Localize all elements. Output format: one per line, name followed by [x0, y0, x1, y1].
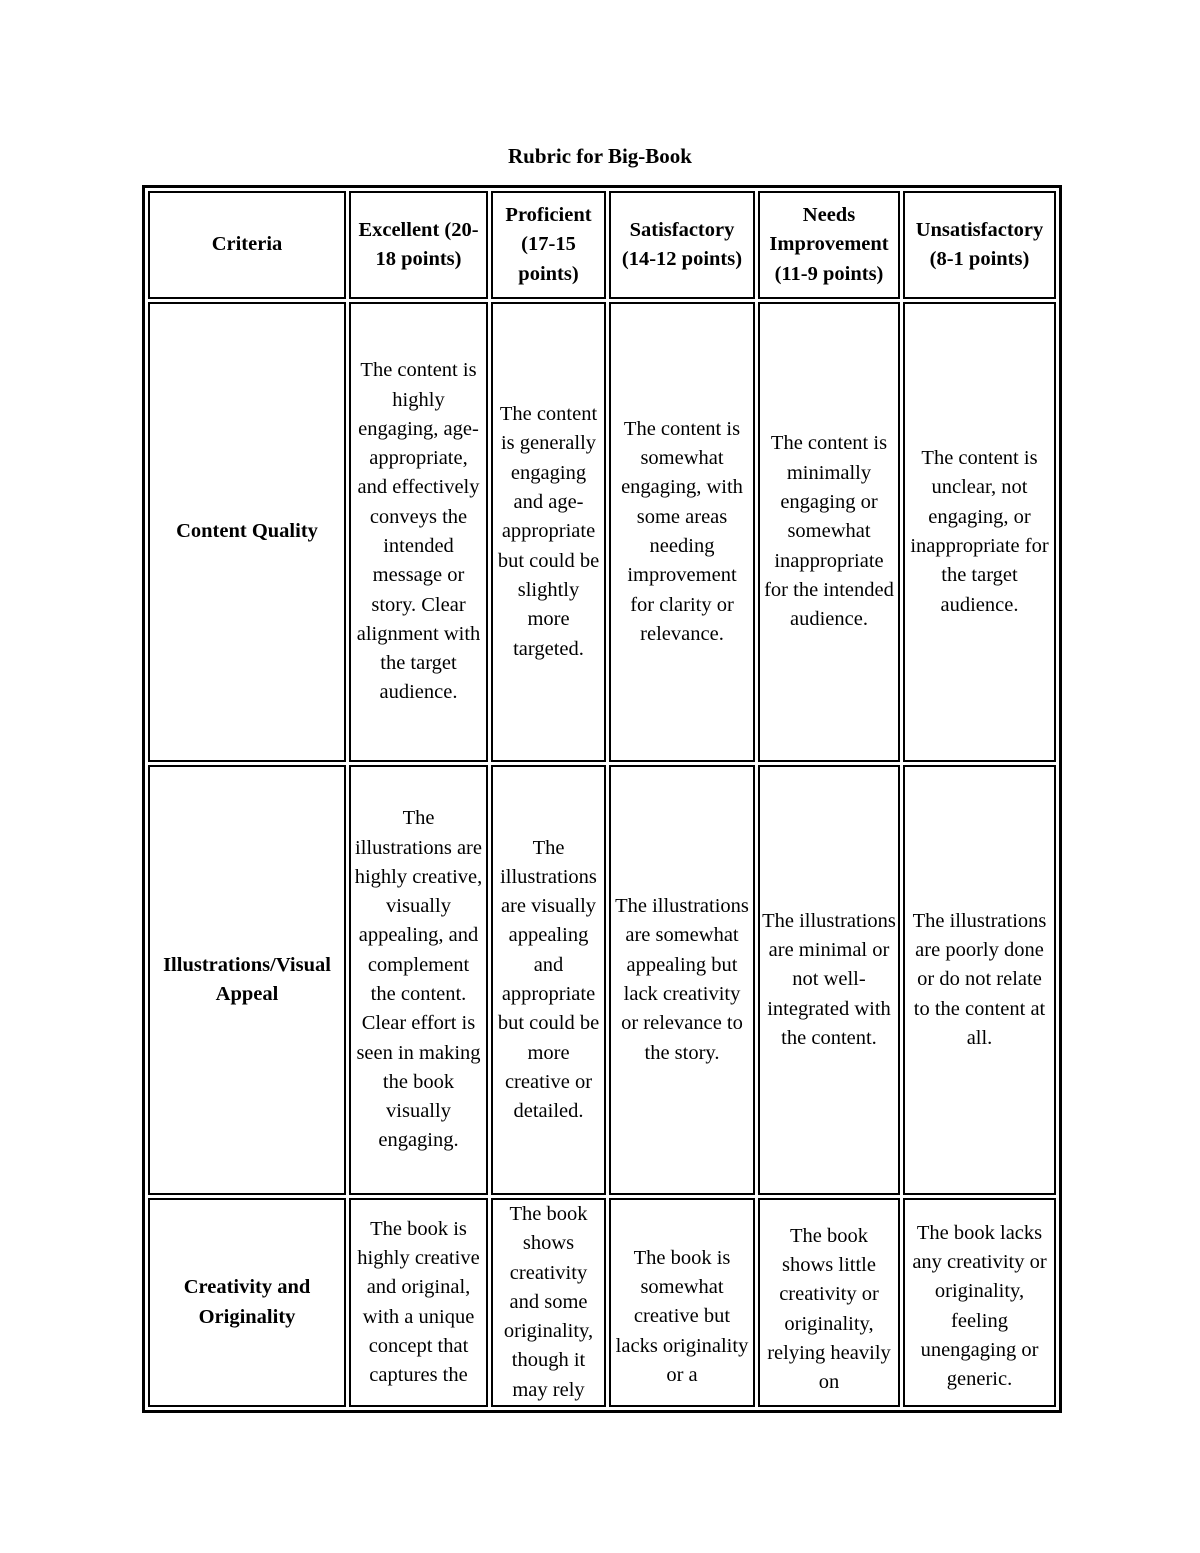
rating-cell-proficient: [491, 1198, 606, 1407]
header-satisfactory: Satisfactory (14-12 points): [609, 191, 755, 299]
rating-cell-proficient: The illustrations are visually appealing and appropriate but could be more creative or detailed.: [491, 765, 606, 1195]
rubric-table-container: [142, 185, 1059, 1413]
document-title: Rubric for Big-Book: [508, 144, 692, 168]
header-excellent: Excellent (20-18 points): [349, 191, 488, 299]
rubric-table: [142, 185, 1062, 1413]
criterion-cell: Creativity and Originality: [148, 1198, 346, 1407]
rating-cell-satisfactory: [609, 1198, 755, 1407]
rating-cell-unsatisfactory: The content is unclear, not engaging, or inappropriate for the target audience.: [903, 302, 1056, 762]
header-row: [148, 191, 1056, 299]
header-proficient: Proficient (17-15 points): [491, 191, 606, 299]
rating-cell-proficient: The content is generally engaging and age-appropriate but could be slightly more targeted.: [491, 302, 606, 762]
table-row: [148, 302, 1056, 762]
criterion-cell: Illustrations/Visual Appeal: [148, 765, 346, 1195]
rating-cell-needs-improvement: The content is minimally engaging or somewhat inappropriate for the intended audience.: [758, 302, 900, 762]
cell-text: The book is highly creative and original, with a unique concept that captures the: [357, 1217, 480, 1387]
header-needs-improvement: Needs Improvement (11-9 points): [758, 191, 900, 299]
cell-text: The book lacks any creativity or originality, feeling unengaging or generic.: [912, 1221, 1047, 1391]
rating-cell-satisfactory: The content is somewhat engaging, with some areas needing improvement for clarity or relevance.: [609, 302, 755, 762]
cell-text: The book shows little creativity or originality, relying heavily on: [767, 1224, 891, 1394]
rating-cell-needs-improvement: [758, 1198, 900, 1407]
rating-cell-unsatisfactory: [903, 1198, 1056, 1407]
table-row: [148, 765, 1056, 1195]
rating-cell-excellent: The content is highly engaging, age-appropriate, and effectively conveys the intended message or story. Clear alignment with the target audience.: [349, 302, 488, 762]
table-row: [148, 1198, 1056, 1407]
rating-cell-needs-improvement: The illustrations are minimal or not well-integrated with the content.: [758, 765, 900, 1195]
rating-cell-unsatisfactory: The illustrations are poorly done or do not relate to the content at all.: [903, 765, 1056, 1195]
cell-text: The book is somewhat creative but lacks originality or a: [615, 1246, 749, 1386]
header-unsatisfactory: Unsatisfactory (8-1 points): [903, 191, 1056, 299]
rating-cell-excellent: [349, 1198, 488, 1407]
rating-cell-excellent: The illustrations are highly creative, visually appealing, and complement the content. Clear effort is seen in making the book visually engaging.: [349, 765, 488, 1195]
header-criteria: Criteria: [148, 191, 346, 299]
criterion-cell: Content Quality: [148, 302, 346, 762]
rating-cell-satisfactory: The illustrations are somewhat appealing but lack creativity or relevance to the story.: [609, 765, 755, 1195]
cell-text: The book shows creativity and some originality, though it may rely: [503, 1203, 594, 1401]
